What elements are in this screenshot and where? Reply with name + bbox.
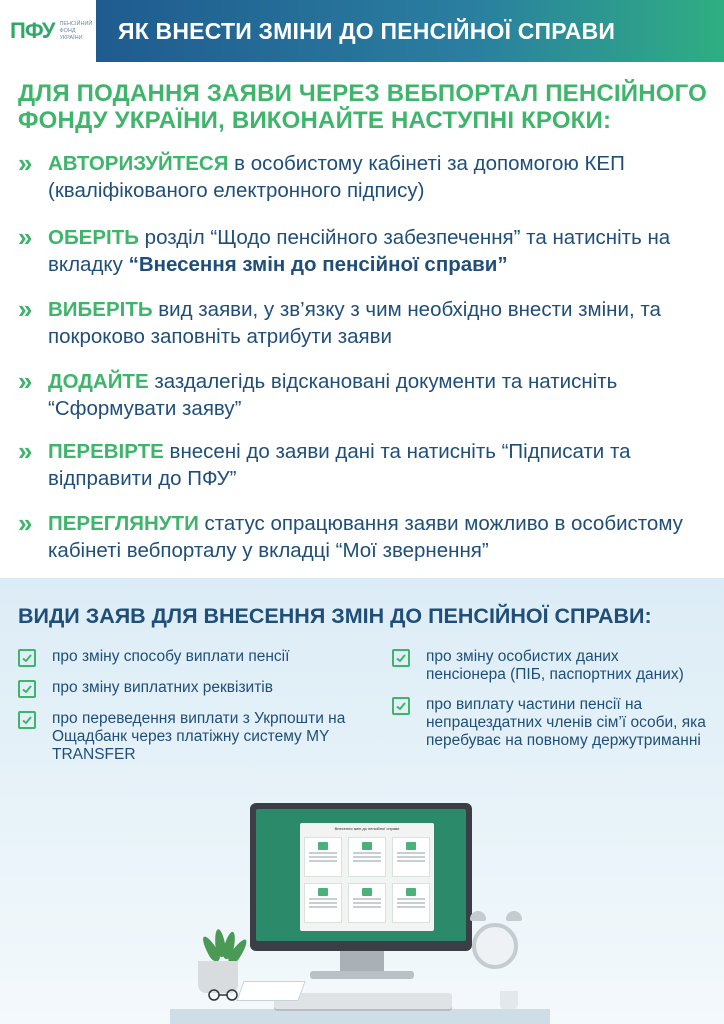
types-list-right — [392, 648, 712, 762]
step-text: статус опрацювання заяви можливо в особистому кабінеті вебпорталу у вкладці “Мої звернення” — [48, 512, 683, 562]
page-title: ЯК ВНЕСТИ ЗМІНИ ДО ПЕНСІЙНОЇ СПРАВИ — [118, 17, 616, 44]
intro-heading: ДЛЯ ПОДАННЯ ЗАЯВИ ЧЕРЕЗ ВЕБПОРТАЛ ПЕНСІЙНОГО ФОНДУ УКРАЇНИ, ВИКОНАЙТЕ НАСТУПНІ КРОКИ: — [18, 80, 708, 134]
title-bar — [96, 0, 724, 62]
screen-tile — [304, 883, 342, 923]
list-item-text: про зміну виплатних реквізитів — [52, 679, 273, 696]
checkmark-icon — [392, 697, 410, 715]
step-keyword: АВТОРИЗУЙТЕСЯ — [48, 152, 229, 175]
step-text: внесені до заяви дані та натисніть “Підписати та відправити до ПФУ” — [48, 440, 631, 490]
checkmark-icon — [18, 680, 36, 698]
monitor-illustration — [250, 803, 472, 951]
desk — [170, 1009, 550, 1024]
list-item — [392, 696, 712, 750]
logo-mark: ПФУ — [10, 18, 55, 43]
list-item — [392, 648, 712, 684]
list-item-text: про зміну особистих даних пенсіонера (ПІБ, паспортних даних) — [426, 648, 684, 683]
screen-title: Внесення змін до пенсійної справи — [334, 826, 400, 831]
monitor-screen — [256, 809, 466, 941]
chevron-right-icon: » — [18, 294, 29, 324]
screen-tile — [392, 837, 430, 877]
glasses-icon — [204, 989, 244, 1001]
checkmark-icon — [18, 711, 36, 729]
cup-icon — [500, 991, 518, 1009]
list-item — [18, 710, 363, 764]
step-text: вид заяви, у зв’язку з чим необхідно внести зміни, та покроково заповніть атрибути заяви — [48, 298, 661, 348]
step-item — [18, 368, 708, 422]
keyboard-illustration — [274, 993, 452, 1009]
types-list-left — [18, 648, 363, 776]
logo — [0, 0, 96, 62]
step-highlight: “Внесення змін до пенсійної справи” — [128, 253, 508, 276]
screen-tile — [392, 883, 430, 923]
chevron-right-icon: » — [18, 508, 29, 538]
header — [0, 0, 724, 62]
step-keyword: ОБЕРІТЬ — [48, 226, 139, 249]
step-text: розділ “Щодо пенсійного забезпечення” та натисніть на вкладку — [48, 226, 671, 276]
step-item — [18, 224, 708, 278]
screen-tile — [348, 837, 386, 877]
step-item — [18, 150, 708, 204]
step-keyword: ВИБЕРІТЬ — [48, 298, 153, 321]
step-text: заздалегідь відскановані документи та натисніть “Сформувати заяву” — [48, 370, 618, 420]
notebook-illustration — [236, 981, 305, 1001]
step-item — [18, 296, 708, 350]
list-item-text: про виплату частини пенсії на непрацездатних членів сім’ї особи, яка перебуває на повному держутриманні — [426, 696, 706, 749]
step-text: в особистому кабінеті за допомогою КЕП (кваліфікованого електронного підпису) — [48, 152, 625, 202]
application-types-section — [0, 578, 724, 1024]
list-item-text: про зміну способу виплати пенсії — [52, 648, 290, 665]
step-item — [18, 510, 708, 564]
checkmark-icon — [18, 649, 36, 667]
chevron-right-icon: » — [18, 148, 29, 178]
step-keyword: ПЕРЕГЛЯНУТИ — [48, 512, 199, 535]
section-title: ВИДИ ЗАЯВ ДЛЯ ВНЕСЕННЯ ЗМІН ДО ПЕНСІЙНОЇ СПРАВИ: — [18, 604, 652, 628]
monitor-base — [310, 971, 414, 979]
list-item — [18, 648, 363, 667]
screen-tile — [304, 837, 342, 877]
chevron-right-icon: » — [18, 436, 29, 466]
logo-caption: ПЕНСІЙНИЙ ФОНД УКРАЇНИ — [59, 20, 93, 41]
step-keyword: ПЕРЕВІРТЕ — [48, 440, 164, 463]
screen-panel — [300, 823, 434, 931]
list-item-text: про переведення виплати з Укрпошти на Ощадбанк через платіжну систему MY TRANSFER — [52, 710, 346, 763]
list-item — [18, 679, 363, 698]
screen-tile — [348, 883, 386, 923]
chevron-right-icon: » — [18, 366, 29, 396]
checkmark-icon — [392, 649, 410, 667]
step-keyword: ДОДАЙТЕ — [48, 370, 149, 393]
step-item — [18, 438, 708, 492]
chevron-right-icon: » — [18, 222, 29, 252]
monitor-stand — [340, 951, 384, 973]
desk-illustration — [170, 803, 550, 1024]
